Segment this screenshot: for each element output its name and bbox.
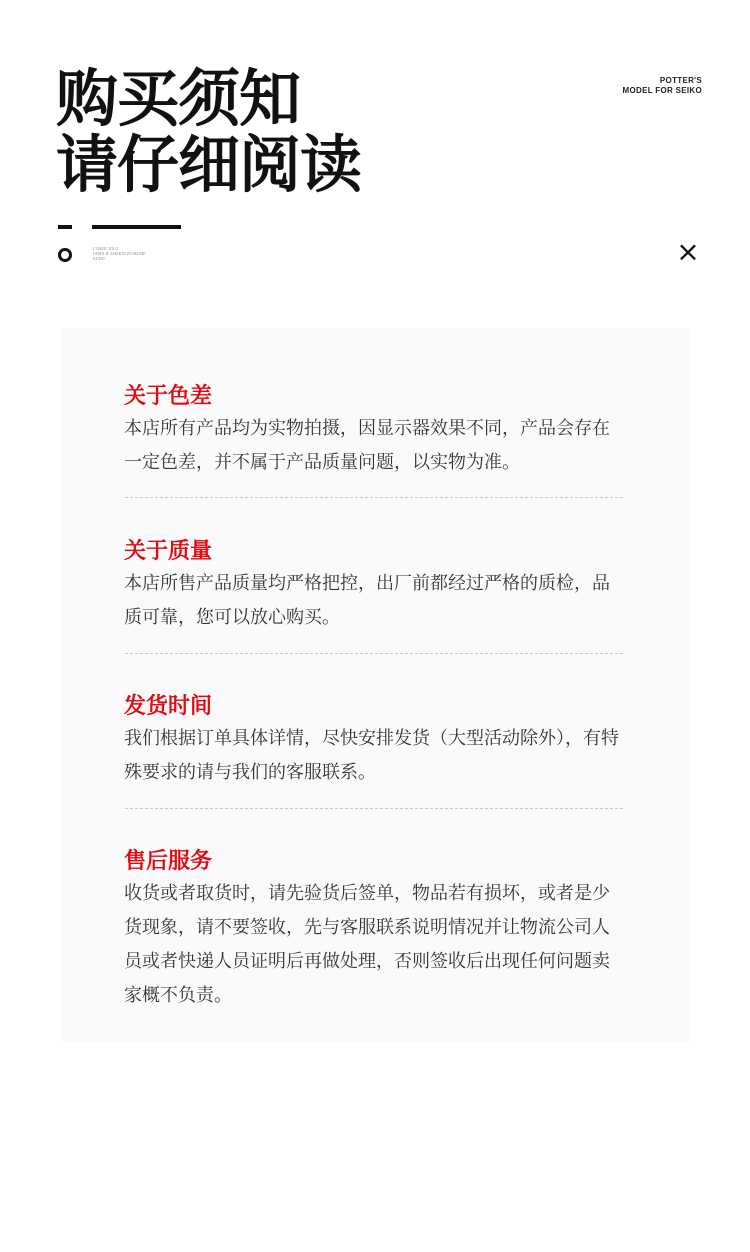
section-heading: 关于色差: [124, 384, 213, 409]
section-body: 收货或者取货时，请先验货后签单，物品若有损坏，或者是少货现象，请不要签收，先与客服联系说明情况并让物流公司人员或者快递人员证明后再做处理，否则签收后出现任何问题卖家概不负责。: [124, 883, 610, 1006]
section-shipping-time: [124, 692, 624, 790]
section-after-sales: [124, 847, 624, 1013]
tiny-line-1: CI.IKDC IGLO: [93, 246, 119, 251]
decor-long-dash: [92, 225, 181, 229]
brand-label: [623, 76, 702, 96]
dashed-divider: [125, 497, 623, 498]
decor-tiny-text: [93, 246, 146, 261]
dashed-divider: [125, 653, 623, 654]
tiny-line-3: KUNO: [93, 256, 105, 261]
close-icon[interactable]: ×: [676, 235, 700, 268]
decor-short-dash: [58, 225, 72, 229]
section-body: 本店所售产品质量均严格把控，出厂前都经过严格的质检，品质可靠，您可以放心购买。: [124, 573, 610, 628]
page-title: [56, 62, 362, 201]
title-line-1: 购买须知: [56, 62, 301, 135]
section-heading: 关于质量: [124, 539, 213, 564]
section-body: 我们根据订单具体详情，尽快安排发货（大型活动除外），有特殊要求的请与我们的客服联系。: [124, 728, 619, 783]
section-body: 本店所有产品均为实物拍摄，因显示器效果不同，产品会存在一定色差，并不属于产品质量问题，以实物为准。: [124, 418, 610, 473]
brand-line-2: MODEL FOR SEIKO: [622, 86, 702, 95]
section-color-difference: [124, 382, 624, 480]
section-heading: 发货时间: [124, 694, 213, 719]
dashed-divider: [125, 808, 623, 809]
title-line-2: 请仔细阅读: [56, 128, 362, 201]
section-quality: [124, 537, 624, 635]
decor-ring-icon: [58, 248, 72, 262]
notice-card: [61, 328, 690, 1042]
brand-line-1: POTTER'S: [659, 76, 702, 85]
tiny-line-2: ONIIN·IF ZSIEKIN,ZIf SIZAIE: [93, 251, 146, 256]
section-heading: 售后服务: [124, 849, 213, 874]
